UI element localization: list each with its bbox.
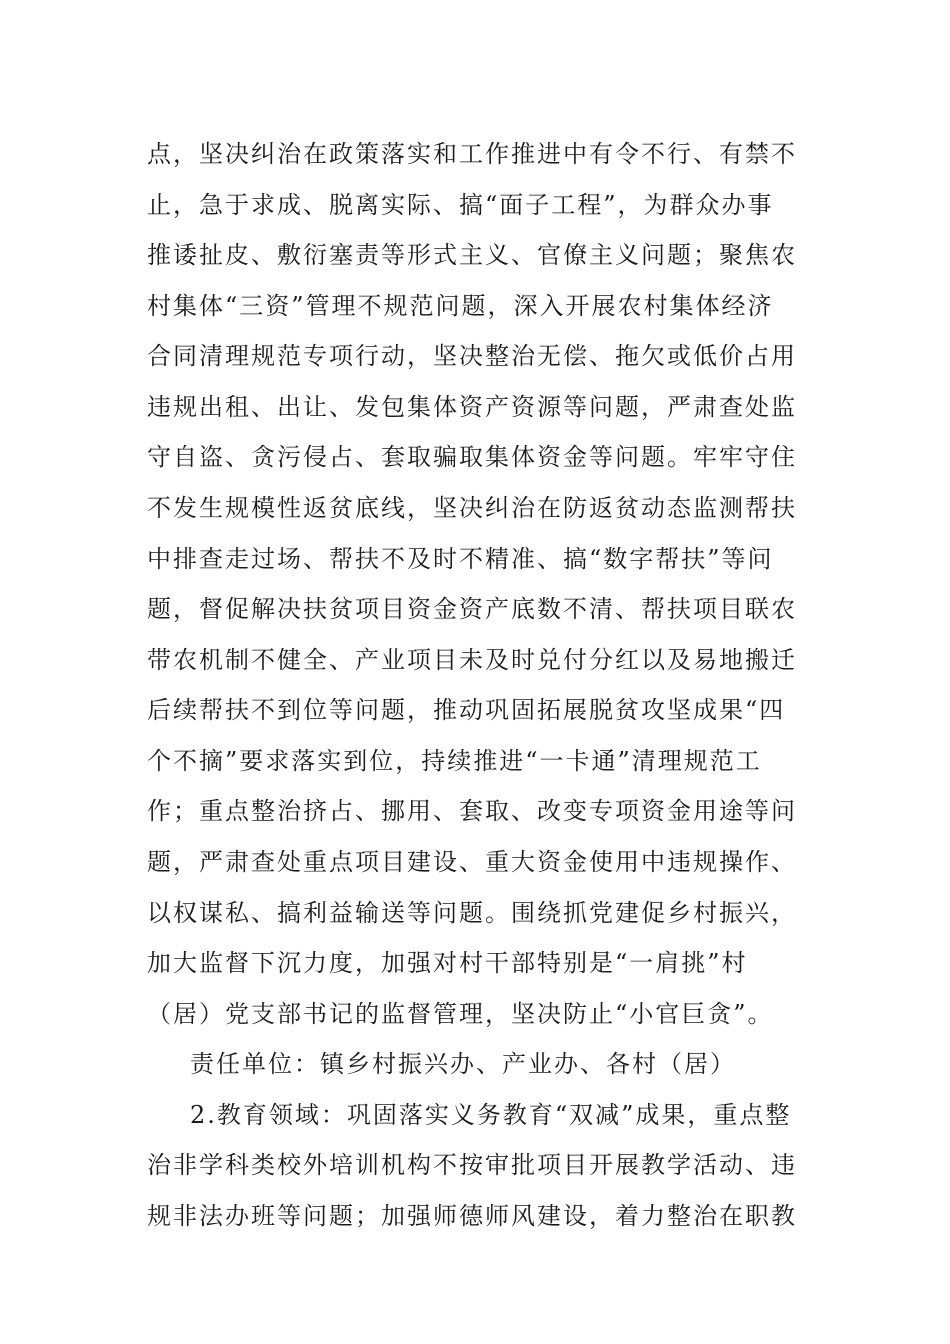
text-line-1: 点，坚决纠治在政策落实和工作推进中有令不行、有禁不 xyxy=(147,140,797,168)
text-line-9: 中排查走过场、帮扶不及时不精准、搞“数字帮扶”等问 xyxy=(147,545,774,573)
text-line-16: 以权谋私、搞利益输送等问题。围绕抓党建促乡村振兴， xyxy=(147,899,797,927)
text-line-18: （居）党支部书记的监督管理，坚决防止“小官巨贪”。 xyxy=(147,1000,774,1028)
text-line-3: 推诿扯皮、敷衍塞责等形式主义、官僚主义问题；聚焦农 xyxy=(147,241,797,269)
text-line-17: 加大监督下沉力度，加强对村干部特别是“一肩挑”村 xyxy=(147,949,748,977)
text-line-10: 题，督促解决扶贫项目资金资产底数不清、帮扶项目联农 xyxy=(147,595,797,623)
text-line-21: 治非学科类校外培训机构不按审批项目开展教学活动、违 xyxy=(147,1151,797,1179)
text-line-7: 守自盗、贪污侵占、套取骗取集体资金等问题。牢牢守住 xyxy=(147,443,797,471)
text-line-15: 题，严肃查处重点项目建设、重大资金使用中违规操作、 xyxy=(147,848,797,876)
text-line-5: 合同清理规范专项行动，坚决整治无偿、拖欠或低价占用 xyxy=(147,342,797,370)
text-line-11: 带农机制不健全、产业项目未及时兑付分红以及易地搬迁 xyxy=(147,646,797,674)
text-line-2: 止，急于求成、脱离实际、搞“面子工程”，为群众办事 xyxy=(147,191,774,219)
text-line-6: 违规出租、出让、发包集体资产资源等问题，严肃查处监 xyxy=(147,393,797,421)
text-line-22: 规非法办班等问题；加强师德师风建设，着力整治在职教 xyxy=(147,1202,797,1230)
responsible-unit-line: 责任单位：镇乡村振兴办、产业办、各村（居） xyxy=(190,1050,736,1078)
text-line-13: 个不摘”要求落实到位，持续推进“一卡通”清理规范工 xyxy=(147,747,762,775)
text-line-4: 村集体“三资”管理不规范问题，深入开展农村集体经济 xyxy=(147,292,774,320)
text-line-8: 不发生规模性返贫底线，坚决纠治在防返贫动态监测帮扶 xyxy=(147,494,797,522)
text-line-14: 作；重点整治挤占、挪用、套取、改变专项资金用途等问 xyxy=(147,797,797,825)
text-line-12: 后续帮扶不到位等问题，推动巩固拓展脱贫攻坚成果“四 xyxy=(147,696,786,724)
section-2-heading-line: 2.教育领域：巩固落实义务教育“双减”成果，重点整 xyxy=(190,1101,792,1129)
